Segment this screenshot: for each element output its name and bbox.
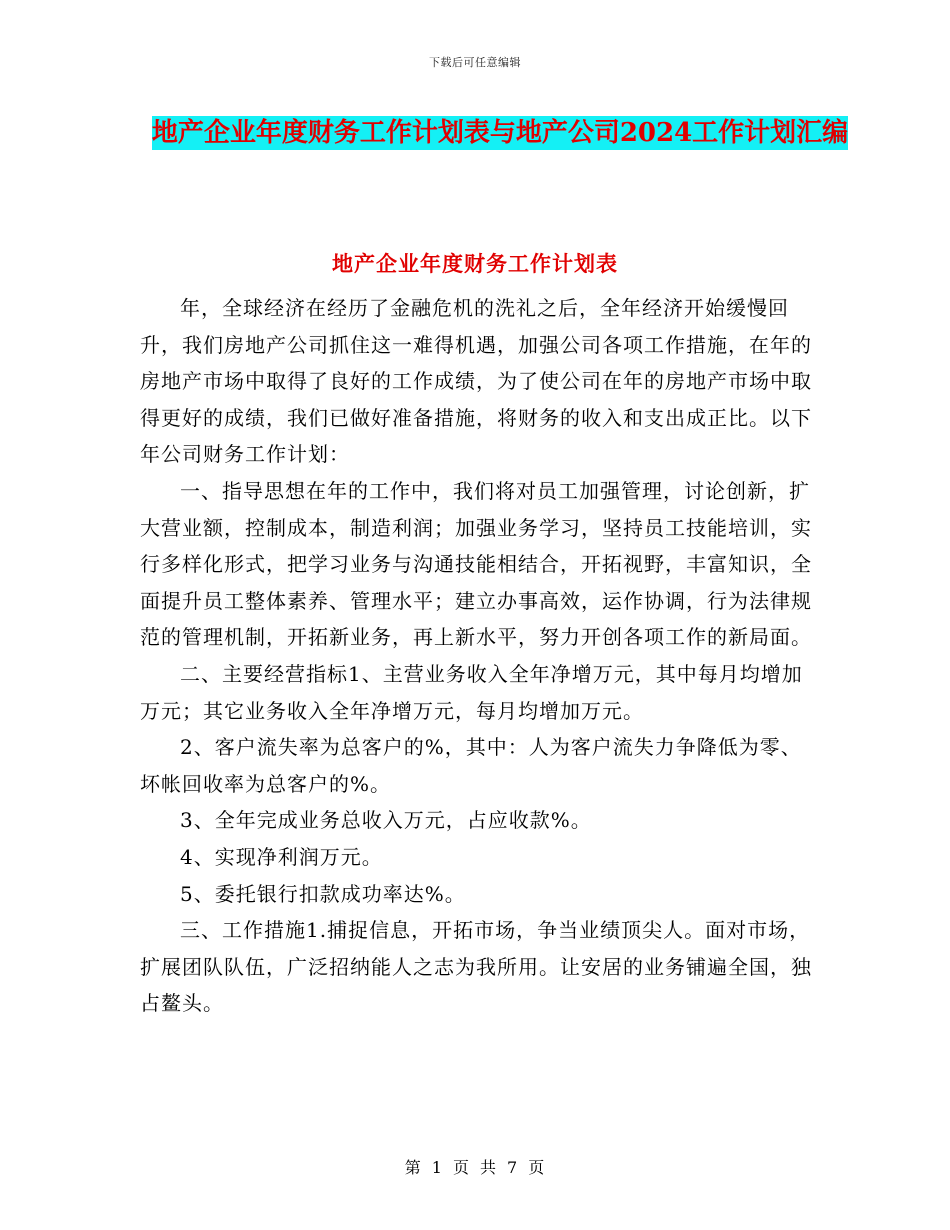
paragraph-main-indicators: 二、主要经营指标1、主营业务收入全年净增万元，其中每月均增加万元；其它业务收入全年净增万元，每月均增加万元。 [140,661,803,723]
header-note: 下载后可任意编辑 [429,56,521,69]
page-footer [0,1155,950,1178]
footer-label-page-unit: 页 [452,1158,470,1177]
paragraph-guiding-ideology: 一、指导思想在年的工作中，我们将对员工加强管理，讨论创新，扩大营业额，控制成本，制造利润；加强业务学习，坚持员工技能培训，实行多样化形式，把学习业务与沟通技能相结合，开拓视野，丰富知识，全面提升员工整体素养、管理水平；建立办事高效，运作协调，行为法律规范的管理机制，开拓新业务，再上新水平，努力开创各项工作的新局面。 [140,478,812,650]
footer-total-pages: 7 [507,1158,519,1177]
footer-label-total: 共 [480,1158,498,1177]
paragraph-customer-loss: 2、客户流失率为总客户的%，其中：人为客户流失力争降低为零、坏帐回收率为总客户的%。 [140,735,802,796]
paragraph-bank-deduction: 5、委托银行扣款成功率达%。 [180,881,466,906]
footer-label-page: 第 [404,1158,422,1177]
paragraph-total-revenue: 3、全年完成业务总收入万元，占应收款%。 [180,808,592,833]
paragraph-intro: 年，全球经济在经历了金融危机的洗礼之后，全年经济开始缓慢回升，我们房地产公司抓住这一难得机遇，加强公司各项工作措施，在年的房地产市场中取得了良好的工作成绩，为了使公司在年的房地产市场中取得更好的成绩，我们已做好准备措施，将财务的收入和支出成正比。以下年公司财务工作计划： [140,296,812,467]
section-title: 地产企业年度财务工作计划表 [332,251,618,276]
document-body [140,290,820,1022]
paragraph-net-profit: 4、实现净利润万元。 [180,844,383,869]
paragraph-work-measures: 三、工作措施1.捕捉信息，开拓市场，争当业绩顶尖人。面对市场，扩展团队队伍，广泛招纳能人之志为我所用。让安居的业务铺遍全国，独占鳌头。 [140,918,812,1016]
document-title-text: 地产企业年度财务工作计划表与地产公司2024工作计划汇编 [151,118,849,148]
footer-current-page: 1 [431,1158,443,1177]
document-title [140,110,860,156]
footer-label-total-unit: 页 [528,1158,546,1177]
